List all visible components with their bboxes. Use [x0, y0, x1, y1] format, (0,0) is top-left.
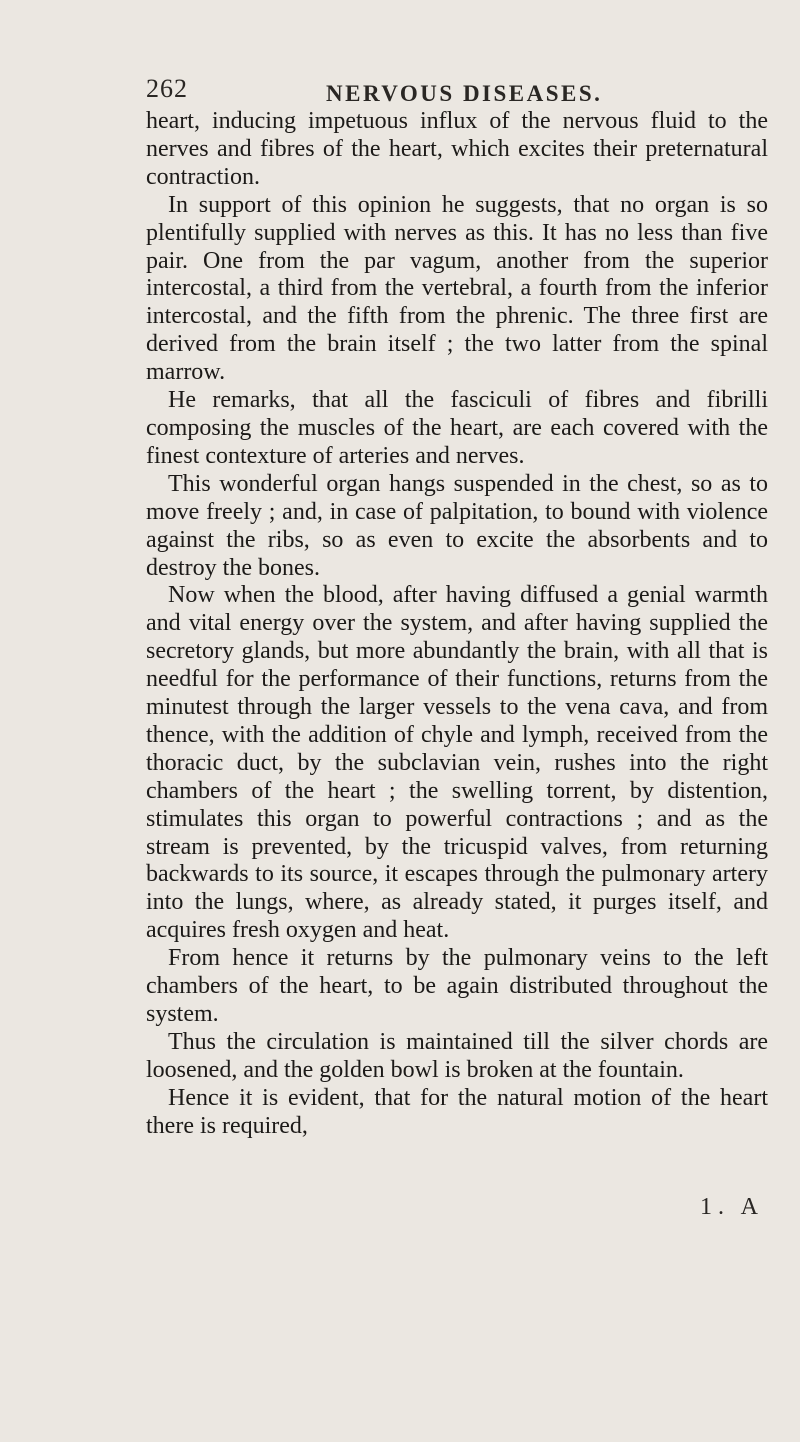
paragraph: In support of this opinion he suggests, that no organ is so plentifully supplied with nerves as this. It has no less than five pair. One from the par vagum, another from the superior intercostal, a third from the vertebral, a fourth from the inferior intercostal, and the fifth from the phrenic. The three first are derived from the brain itself ; the two latter from the spinal marrow. — [146, 191, 768, 386]
paragraph: Hence it is evident, that for the natural motion of the heart there is required, — [146, 1084, 768, 1139]
body-text — [146, 108, 768, 1141]
paragraph: This wonderful organ hangs suspended in the chest, so as to move freely ; and, in case of palpitation, to bound with violence against the ribs, so as even to excite the absorbents and to destroy the bones. — [146, 470, 768, 581]
paragraph: Now when the blood, after having diffused a genial warmth and vital energy over the system, and after having supplied the secretory glands, but more abundantly the brain, with all that is needful for the performance of their functions, returns from the minutest through the larger vessels to the vena cava, and from thence, with the addition of chyle and lymph, received from the thoracic duct, by the subclavian vein, rushes into the right chambers of the heart ; the swelling torrent, by distention, stimulates this organ to powerful contractions ; and as the stream is prevented, by the tricuspid valves, from returning backwards to its source, it escapes through the pulmonary artery into the lungs, where, as already stated, it purges itself, and acquires fresh oxygen and heat. — [146, 582, 768, 944]
paragraph: heart, inducing impetuous influx of the nervous fluid to the nerves and fibres of the heart, which excites their preternatural contraction. — [146, 108, 768, 190]
paragraph: From hence it returns by the pulmonary veins to the left chambers of the heart, to be again distributed throughout the system. — [146, 945, 768, 1027]
catchword: 1. A — [700, 1194, 765, 1220]
paragraph: Thus the circulation is maintained till the silver chords are loosened, and the golden bowl is broken at the fountain. — [146, 1028, 768, 1083]
running-title: NERVOUS DISEASES. — [326, 81, 603, 106]
paragraph: He remarks, that all the fasciculi of fibres and fibrilli composing the muscles of the heart, are each covered with the finest contexture of arteries and nerves. — [146, 387, 768, 469]
page-number: 262 — [146, 74, 188, 103]
page-header — [146, 62, 786, 106]
